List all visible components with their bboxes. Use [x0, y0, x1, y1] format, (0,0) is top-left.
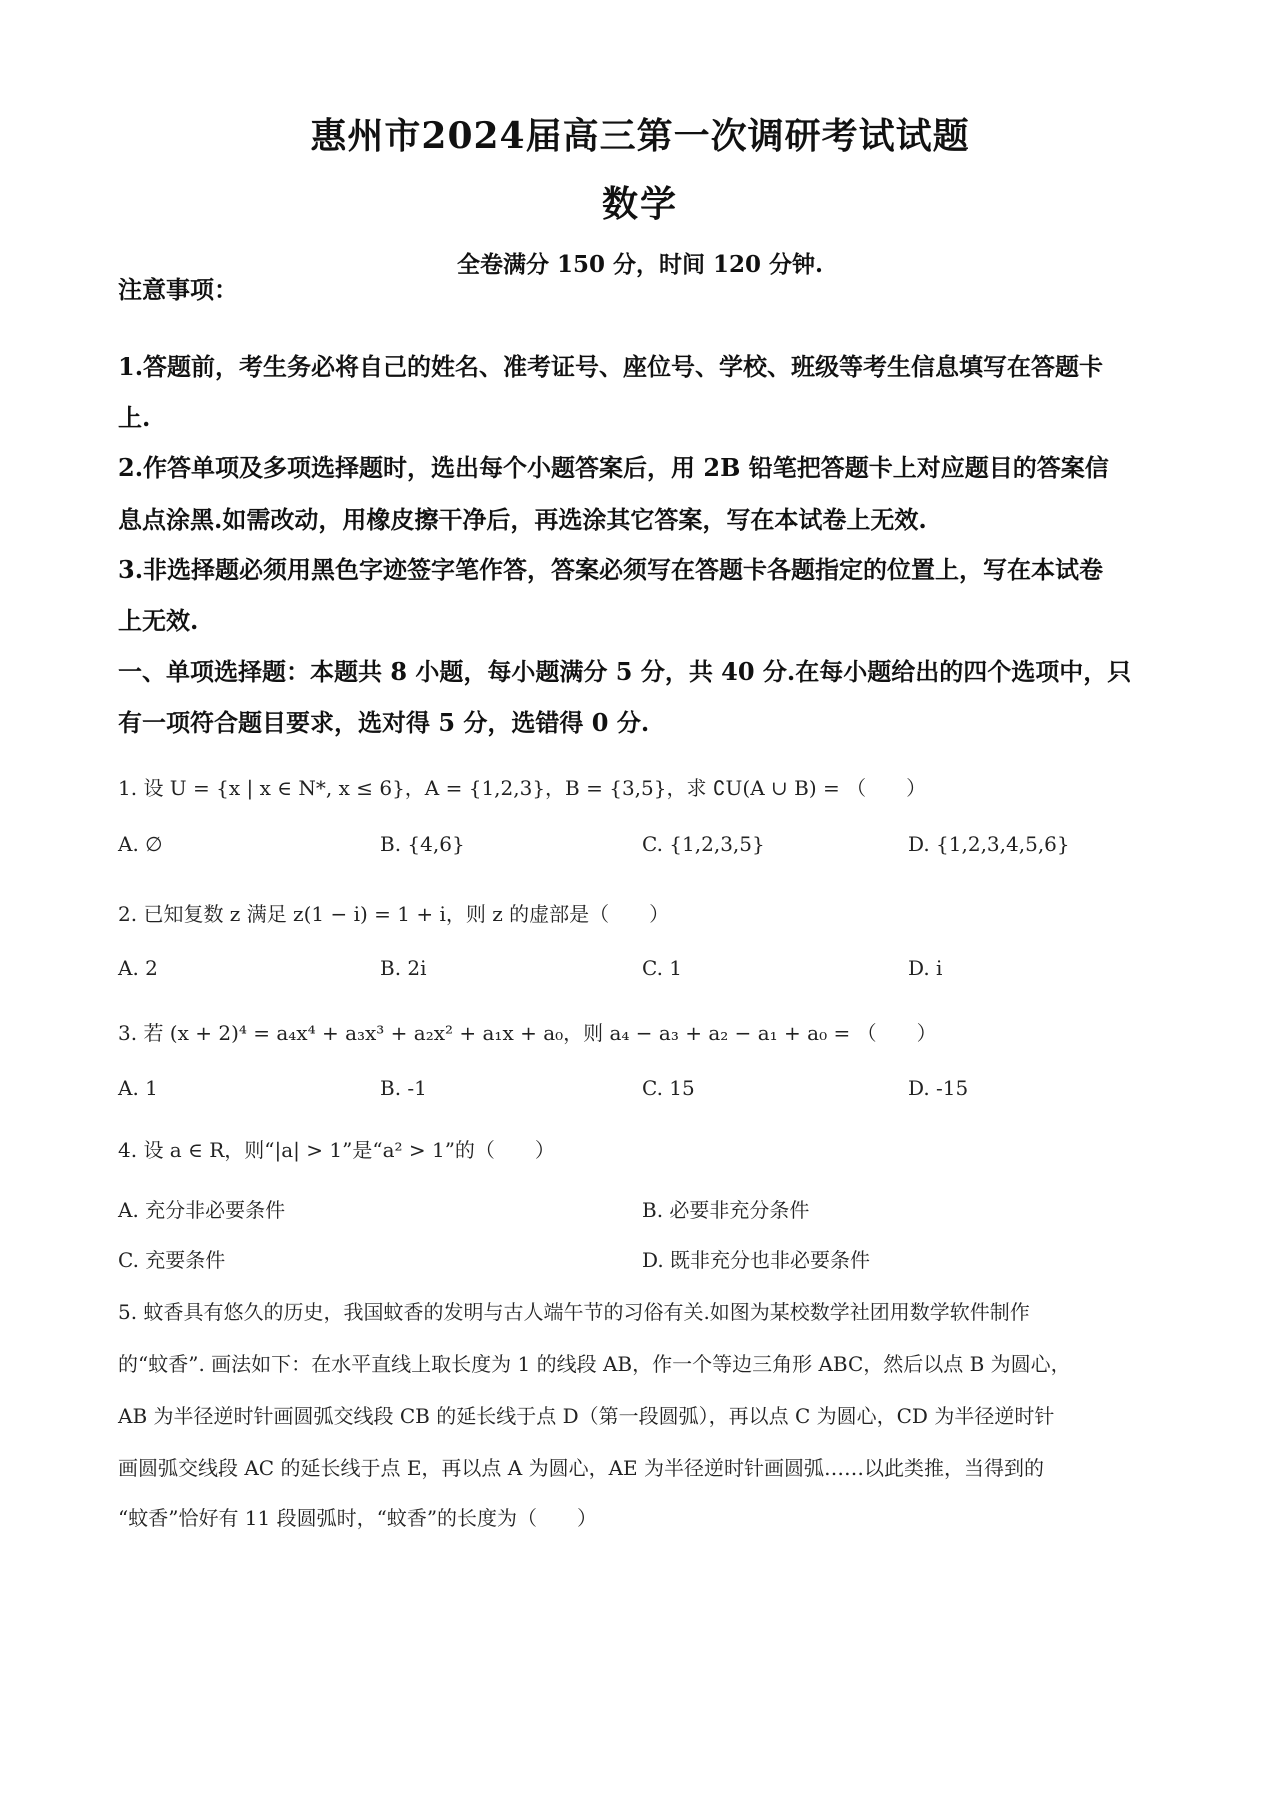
notice-item-3a: 3.非选择题必须用黑色字迹签字笔作答，答案必须写在答题卡各题指定的位置上，写在本试卷: [118, 555, 1104, 584]
q2-option-d: D. i: [908, 956, 943, 980]
section1-line-a: 一、单项选择题：本题共 8 小题，每小题满分 5 分，共 40 分.在每小题给出的四个选项中，只: [118, 657, 1132, 686]
q4-stem: 4. 设 a ∈ R，则“|a| > 1”是“a² > 1”的（ ）: [118, 1138, 555, 1162]
notice-item-3b: 上无效.: [118, 606, 199, 635]
exam-title: 惠州市2024届高三第一次调研考试试题: [310, 115, 970, 157]
q4-option-a: A. 充分非必要条件: [118, 1198, 286, 1222]
notice-item-2a: 2.作答单项及多项选择题时，选出每个小题答案后，用 2B 铅笔把答题卡上对应题目的答案信: [118, 453, 1109, 482]
notice-item-1a: 1.答题前，考生务必将自己的姓名、准考证号、座位号、学校、班级等考生信息填写在答题卡: [118, 352, 1104, 381]
section1-line-b: 有一项符合题目要求，选对得 5 分，选错得 0 分.: [118, 708, 650, 737]
score-info: 全卷满分 150 分，时间 120 分钟.: [456, 251, 824, 278]
q5-line-4: 画圆弧交线段 AC 的延长线于点 E，再以点 A 为圆心，AE 为半径逆时针画圆弧……以此类推，当得到的: [118, 1456, 1044, 1480]
q5-line-5: “蚊香”恰好有 11 段圆弧时，“蚊香”的长度为（ ）: [118, 1506, 598, 1530]
q5-line-1: 5. 蚊香具有悠久的历史，我国蚊香的发明与古人端午节的习俗有关.如图为某校数学社团用数学软件制作: [118, 1300, 1030, 1324]
q4-option-b: B. 必要非充分条件: [642, 1198, 810, 1222]
q3-option-b: B. -1: [380, 1076, 427, 1100]
q1-option-b: B. {4,6}: [380, 832, 465, 856]
q1-option-c: C. {1,2,3,5}: [642, 832, 765, 856]
q2-stem: 2. 已知复数 z 满足 z(1 − i) = 1 + i，则 z 的虚部是（ ）: [118, 902, 670, 926]
q3-stem: 3. 若 (x + 2)⁴ = a₄x⁴ + a₃x³ + a₂x² + a₁x + a₀，则 a₄ − a₃ + a₂ − a₁ + a₀ = （ ）: [118, 1021, 937, 1045]
q5-line-3: AB 为半径逆时针画圆弧交线段 CB 的延长线于点 D（第一段圆弧），再以点 C 为圆心，CD 为半径逆时针: [118, 1404, 1055, 1428]
q4-option-c: C. 充要条件: [118, 1248, 226, 1272]
q2-option-b: B. 2i: [380, 956, 427, 980]
notice-heading: 注意事项：: [118, 275, 238, 304]
subject-title: 数学: [601, 183, 678, 225]
q1-option-d: D. {1,2,3,4,5,6}: [908, 832, 1070, 856]
q3-option-a: A. 1: [118, 1076, 158, 1100]
q5-line-2: 的“蚊香”. 画法如下：在水平直线上取长度为 1 的线段 AB，作一个等边三角形 ABC，然后以点 B 为圆心，: [118, 1352, 1071, 1376]
notice-item-1b: 上.: [118, 403, 151, 432]
q2-option-a: A. 2: [118, 956, 158, 980]
q2-option-c: C. 1: [642, 956, 683, 980]
q3-option-c: C. 15: [642, 1076, 695, 1100]
q1-stem: 1. 设 U = {x | x ∈ N*, x ≤ 6}，A = {1,2,3}，B = {3,5}，求 ∁U(A ∪ B) = （ ）: [118, 776, 927, 800]
notice-item-2b: 息点涂黑.如需改动，用橡皮擦干净后，再选涂其它答案，写在本试卷上无效.: [118, 505, 927, 534]
q1-option-a: A. ∅: [118, 832, 163, 856]
q4-option-d: D. 既非充分也非必要条件: [642, 1248, 871, 1272]
q3-option-d: D. -15: [908, 1076, 969, 1100]
